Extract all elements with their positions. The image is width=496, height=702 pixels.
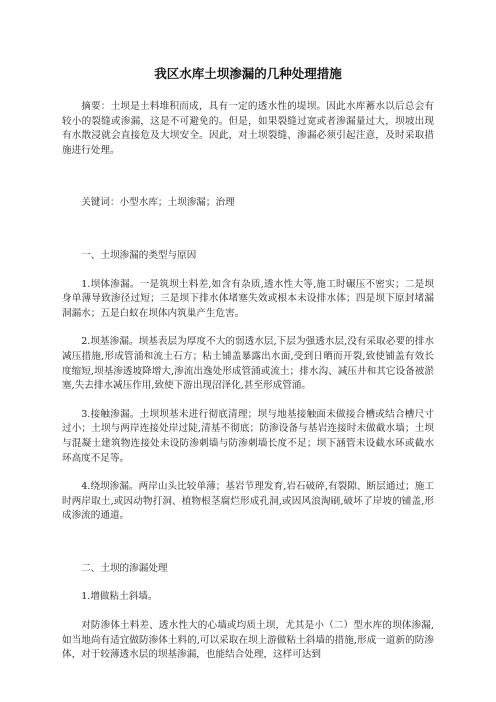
measure-body-1: 对防渗体土料差、透水性大的心墙或均质土坝，尤其是小（二）型水库的坝体渗漏,如当地尚有适宜做防渗体土料的,可以采取在坝上游做粘土斜墙的措施,形成一道新的防渗体，对于较薄透水层的坝基渗漏，也能结合处理，这样可达到 <box>62 620 434 661</box>
spacer <box>62 264 434 278</box>
list-item-bypass-seepage: 4.绕坝渗漏。两岸山头比较单薄；基岩节理发育,岩石破碎,有裂隙、断层通过；施工时两岸取土,或因动物打洞、植物根茎腐烂形成孔洞,或因风浪淘刷,破坏了岸坡的铺盖,形成渗流的通道。 <box>62 481 434 522</box>
spacer <box>62 211 434 249</box>
spacer <box>62 158 434 196</box>
document-title: 我区水库土坝渗漏的几种处理措施 <box>154 66 342 81</box>
section-heading-1: 一、土坝渗漏的类型与原因 <box>81 249 197 261</box>
spacer <box>62 466 434 480</box>
spacer <box>62 605 434 619</box>
measure-heading-1: 1.增做粘土斜墙。 <box>81 591 158 603</box>
section-heading-2: 二、土坝的渗漏处理 <box>81 562 168 574</box>
spacer <box>62 321 434 335</box>
list-item-dam-body-seepage: 1.坝体渗漏。一是筑坝土料差,如含有杂质,透水性大等,施工时碾压不密实；二是坝身单薄导致渗径过短；三是坝下排水体堵塞失效或根本未设排水体；四是坝下原封堵漏洞漏水；五是白蚁在坝体内筑巢产生危害。 <box>62 278 434 319</box>
spacer <box>62 576 434 590</box>
spacer <box>62 524 434 562</box>
list-item-contact-seepage: 3.接触渗漏。土坝坝基未进行彻底清理；坝与地基接触面未做接合槽或结合槽尺寸过小；土坝与两岸连接处岸过陡,清基不彻底；防渗设备与基岩连接时未做截水墙；土坝与混凝土建筑物连接处未设防渗刺墙与防渗刺墙长度不足；坝下涵管未设截水环或截水环高度不足等。 <box>62 408 434 464</box>
list-item-foundation-seepage: 2.坝基渗漏。坝基表层为厚度不大的弱透水层,下层为强透水层,没有采取必要的排水减压措施,形成管涌和流土石方；粘土铺盖暴露出水面,受到日晒而开裂,致使铺盖有效长度缩短,坝基渗透坡降增大,渗流出逸处形成管涌或流土；排水沟、减压井和其它设备被淤塞,失去排水减压作用,致使下游出现沼泽化,甚至形成管涌。 <box>62 336 434 392</box>
keywords-paragraph: 关键词：小型水库；土坝渗漏；治理 <box>81 197 235 209</box>
abstract-paragraph: 摘要：土坝是土料堆积而成，具有一定的透水性的堤坝。因此水库蓄水以后总会有较小的裂缝或渗漏，这是不可避免的。但是，如果裂缝过宽或者渗漏量过大，坝坡出现有水散浸就会直接危及大坝安全。因此，对土坝裂缝、渗漏必须引起注意，及时采取措施进行处理。 <box>62 101 434 156</box>
spacer <box>62 394 434 408</box>
